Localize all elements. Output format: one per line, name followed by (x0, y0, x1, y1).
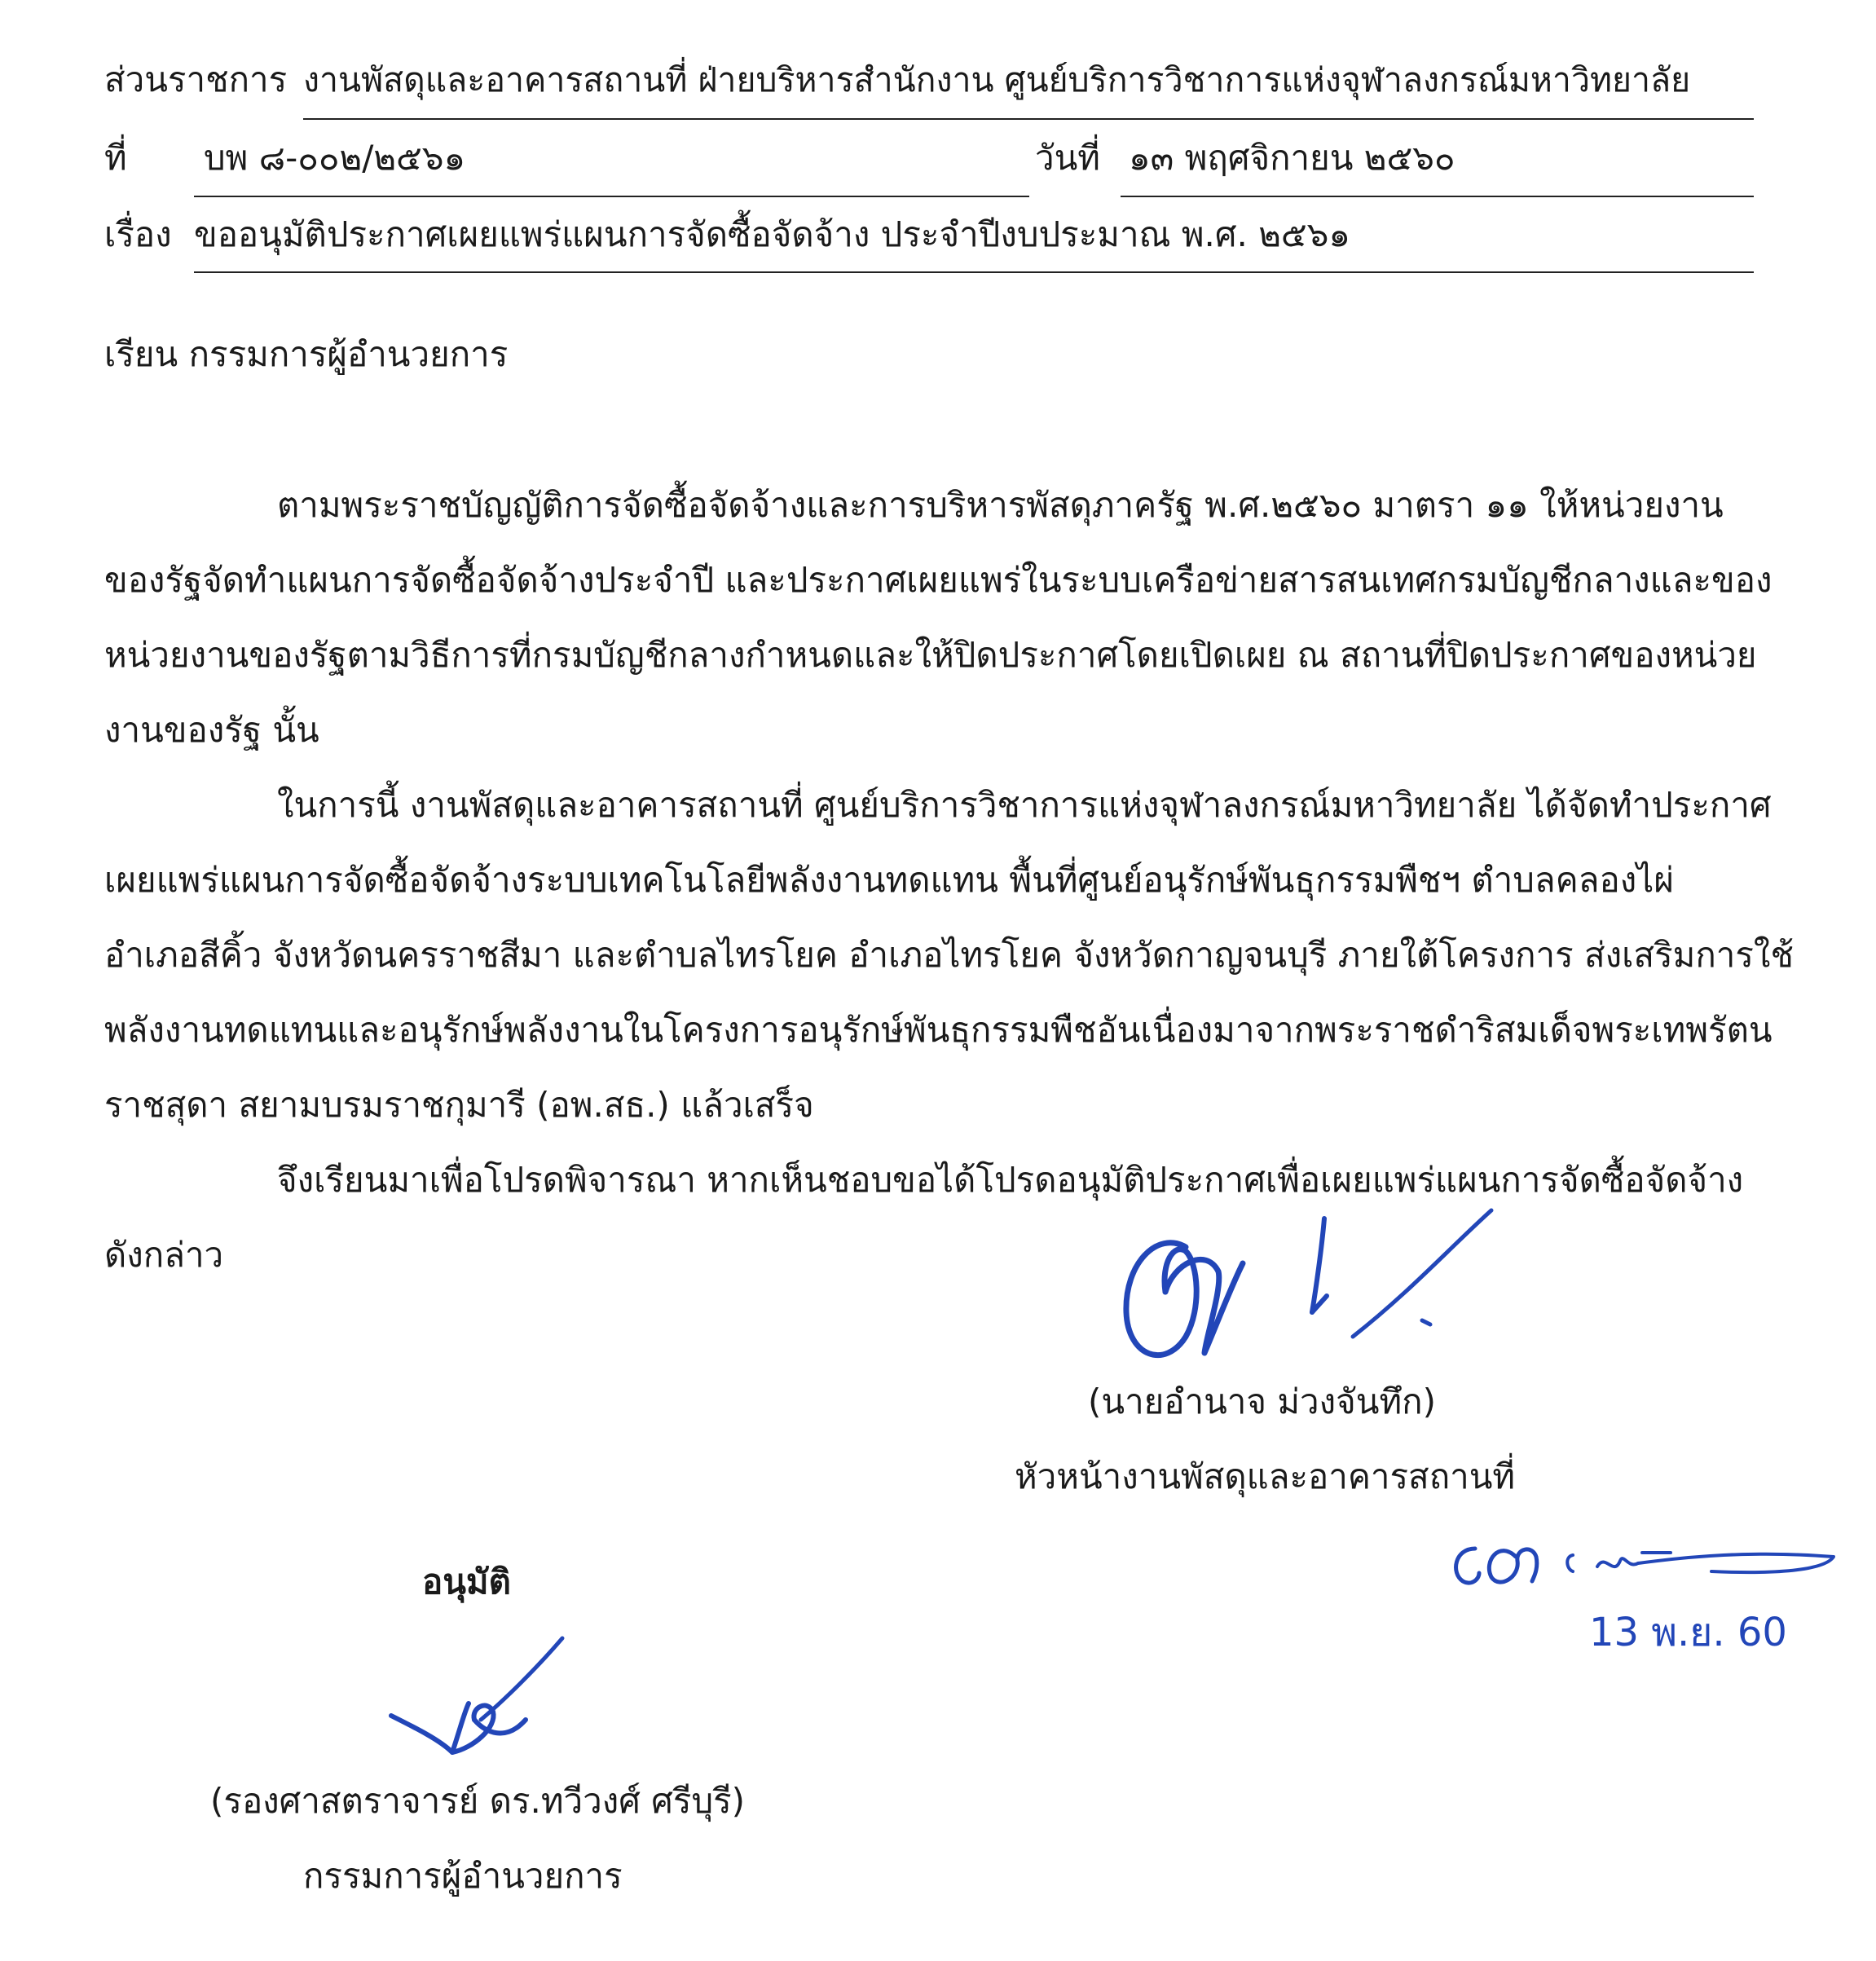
body-line: หน่วยงานของรัฐตามวิธีการที่กรมบัญชีกลางกำหนดและให้ปิดประกาศโดยเปิดเผย ณ สถานที่ปิดประกาศของหน่วย (104, 635, 1757, 675)
handwritten-initials (1442, 1532, 1850, 1597)
body-line: อำเภอสีคิ้ว จังหวัดนครราชสีมา และตำบลไทรโยค อำเภอไทรโยค จังหวัดกาญจนบุรี ภายใต้โครงการ ส่งเสริมการใช้ (104, 935, 1794, 975)
handwritten-date-note: 13 พ.ย. 60 (1589, 1610, 1787, 1655)
approver-name: (รองศาสตราจารย์ ดร.ทวีวงศ์ ศรีบุรี) (210, 1781, 746, 1821)
body-line: จึงเรียนมาเพื่อโปรดพิจารณา หากเห็นชอบขอได้โปรดอนุมัติประกาศเพื่อเผยแพร่แผนการจัดซื้อจัดจ้าง (277, 1160, 1744, 1200)
salutation: เรียน กรรมการผู้อำนวยการ (104, 334, 509, 374)
date-value: ๑๓ พฤศจิกายน ๒๕๖๐ (1129, 138, 1455, 178)
approval-label: อนุมัติ (422, 1562, 511, 1602)
approver-signature (383, 1630, 579, 1769)
body-line: ในการนี้ งานพัสดุและอาคารสถานที่ ศูนย์บริการวิชาการแห่งจุฬาลงกรณ์มหาวิทยาลัย ได้จัดทำประกาศ (277, 785, 1772, 825)
subject-label: เรื่อง (104, 214, 172, 254)
approver-position: กรรมการผู้อำนวยการ (303, 1856, 623, 1896)
signer-name: (นายอำนาจ ม่วงจันทึก) (1088, 1382, 1436, 1421)
signer-signature (1108, 1214, 1499, 1386)
body-line: ดังกล่าว (104, 1235, 224, 1275)
body-line: พลังงานทดแทนและอนุรักษ์พลังงานในโครงการอนุรักษ์พันธุกรรมพืชอันเนื่องมาจากพระราชดำริสมเด็จพระเทพรัตน (104, 1010, 1773, 1050)
ref-label: ที่ (104, 138, 127, 178)
ref-value: บพ ๘-๐๐๒/๒๕๖๑ (204, 138, 466, 178)
body-line: ของรัฐจัดทำแผนการจัดซื้อจัดจ้างประจำปี และประกาศเผยแพร่ในระบบเครือข่ายสารสนเทศกรมบัญชีกลางและของ (104, 560, 1773, 600)
body-line: งานของรัฐ นั้น (104, 710, 319, 750)
dept-label: ส่วนราชการ (104, 59, 288, 99)
subject-underline (194, 271, 1754, 273)
dept-value: งานพัสดุและอาคารสถานที่ ฝ่ายบริหารสำนักงาน ศูนย์บริการวิชาการแห่งจุฬาลงกรณ์มหาวิทยาลัย (303, 60, 1691, 99)
body-line: เผยแพร่แผนการจัดซื้อจัดจ้างระบบเทคโนโลยีพลังงานทดแทน พื้นที่ศูนย์อนุรักษ์พันธุกรรมพืชฯ ตำบลคลองไผ่ (104, 860, 1674, 900)
date-label: วันที่ (1035, 138, 1100, 178)
body-line: ราชสุดา สยามบรมราชกุมารี (อพ.สธ.) แล้วเสร็จ (104, 1085, 814, 1125)
ref-underline (194, 196, 1029, 197)
date-underline (1121, 196, 1754, 197)
subject-value: ขออนุมัติประกาศเผยแพร่แผนการจัดซื้อจัดจ้าง ประจำปีงบประมาณ พ.ศ. ๒๕๖๑ (194, 214, 1351, 254)
signer-position: หัวหน้างานพัสดุและอาคารสถานที่ (1015, 1456, 1516, 1496)
dept-underline (303, 118, 1754, 120)
body-line: ตามพระราชบัญญัติการจัดซื้อจัดจ้างและการบริหารพัสดุภาครัฐ พ.ศ.๒๕๖๐ มาตรา ๑๑ ให้หน่วยงาน (277, 485, 1724, 525)
